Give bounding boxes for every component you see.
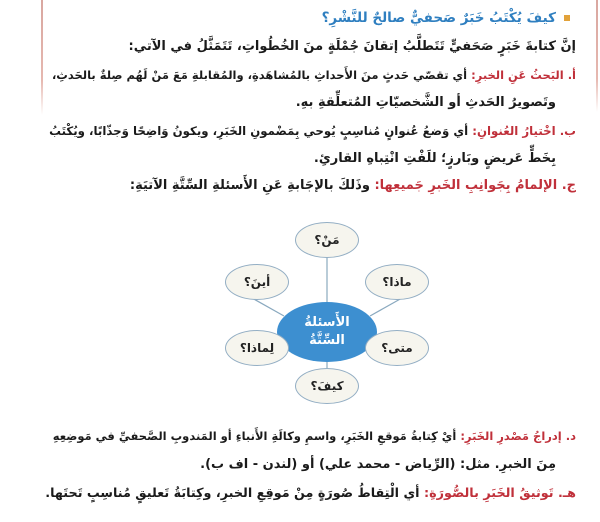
heading-text: كيفَ يُكْتَبُ خَبَرٌ صَحفيٌّ صالحٌ للنَّشْرِ؟	[321, 10, 556, 26]
step-c-label: ج. الإلمامُ بِجَوانِبِ الخَبرِ جَميعِها:	[374, 178, 576, 193]
step-b-continuation: بِخَطٍّ عَريضٍ وبَارزٍ؛ للَفْتِ انْتِباهِ القارئِ.	[313, 151, 556, 166]
intro-paragraph: إنَّ كتابةَ خَبَرٍ صَحَفيٍّ تَتَطلَّبُ إتقانَ جُمْلَةٍ منَ الخُطُواتِ، تَتَمَثَّلُ في الآتي:	[128, 39, 576, 54]
question-why: لِماذا؟	[225, 330, 289, 366]
question-what: ماذا؟	[365, 264, 429, 300]
question-when: متى؟	[365, 330, 429, 366]
six-questions-diagram	[180, 212, 480, 412]
question-where: أينَ؟	[225, 264, 289, 300]
step-b-label: ب. اخْتيارُ العُنوانِ:	[472, 124, 576, 138]
step-e	[45, 484, 576, 504]
connector-top-left	[252, 298, 284, 316]
step-a-text: أي تقصّي حَدثٍ منَ الأَحداثِ بالمُشاهَدةِ، والمُقابلةِ مَعَ مَنْ لَهُم صِلةٌ بالحَدثِ،	[51, 68, 468, 82]
step-c	[130, 176, 576, 196]
step-a-label: أ. البَحثُ عَنِ الخبرِ:	[471, 68, 576, 82]
step-d-continuation: مِنَ الخبرِ. مثل: (الرِّياض - محمد علي) أو (لندن - اف ب).	[200, 457, 556, 472]
step-a-continuation: وتَصويرُ الحَدثِ أو الشَّخصيّاتِ المُتعلِّقةِ بهِ.	[295, 95, 556, 110]
step-a	[52, 65, 576, 85]
step-c-text: وذَلكَ بالإجَابةِ عَنِ الأَسئلةِ السِّتَّةِ الآتيَةِ:	[129, 178, 370, 193]
center-label-line1: الأَسئلةُ	[304, 315, 350, 330]
page-border-left	[41, 0, 43, 115]
step-d-label: د. إدراجُ مَصْدرِ الخَبَرِ:	[460, 429, 576, 443]
center-label-line2: السِّتَّةُ	[309, 333, 345, 348]
step-e-label: هـ. تَوثيقُ الخَبَرِ بالصُّورَةِ:	[424, 486, 576, 501]
connector-top-right	[370, 298, 402, 316]
step-d	[53, 426, 576, 446]
step-b	[49, 121, 576, 141]
bullet-square-icon	[564, 15, 570, 21]
step-e-text: أي الْتِقاطُ صُورَةٍ مِنْ مَوقِعِ الخبرِ، وكِتابَةُ تَعليقٍ مُناسِبٍ تَحتَها.	[45, 486, 420, 501]
question-who: مَنْ؟	[295, 222, 359, 258]
section-heading	[322, 8, 570, 28]
step-d-text: أيْ كِتابةُ مَوقعِ الخَبَرِ، واسمِ وكالَةِ الأَنباءِ أو المَندوبِ الصَّحفيِّ في مَوضِعِهِ	[52, 429, 457, 443]
step-b-text: أي وَضعُ عُنوانٍ مُناسِبٍ يُوحي بِمَضْمونِ الخَبَرِ، ويكونُ وَاضِحًا وَجذّابًا، ويُكْتَبُ	[49, 124, 469, 138]
page-border-right	[596, 0, 598, 112]
center-six-questions	[277, 302, 377, 362]
question-how: كيفَ؟	[295, 368, 359, 404]
